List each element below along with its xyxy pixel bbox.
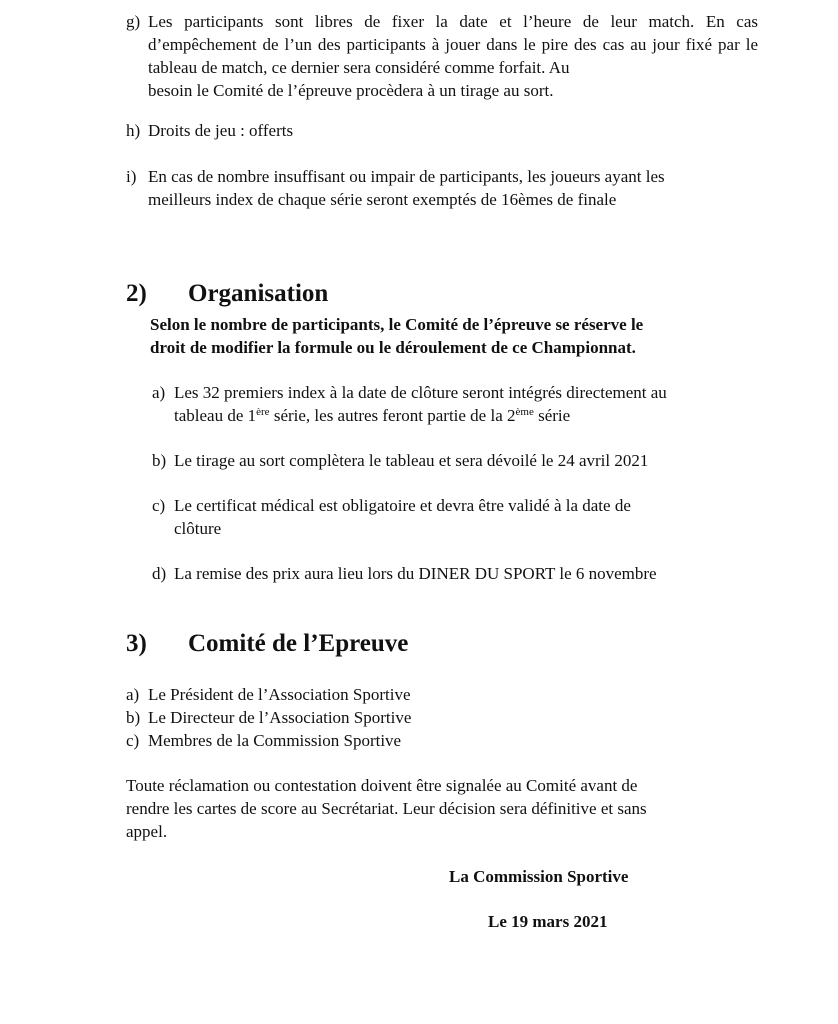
rule-g bbox=[126, 10, 758, 102]
org-item-a-line2 bbox=[174, 404, 758, 427]
committee-item-c bbox=[126, 729, 758, 752]
section-3-number: 3) bbox=[126, 630, 147, 657]
closing-line3: appel. bbox=[126, 822, 168, 841]
rule-h-text: Droits de jeu : offerts bbox=[148, 121, 294, 140]
org-item-b-label: b) bbox=[152, 451, 167, 470]
org-item-a-line2-part3: série bbox=[533, 406, 571, 425]
section-2-title: Organisation bbox=[188, 280, 329, 307]
signature-name: La Commission Sportive bbox=[449, 867, 629, 886]
rule-g-text: Les participants sont libres de fixer la date et l’heure de leur match. En cas d’empêchement de l’un des participants à jouer dans le pire des cas au jour fixé par le tableau de match, ce dernier sera considéré comme forfait. Au bbox=[148, 12, 758, 77]
org-item-b bbox=[152, 449, 758, 472]
rule-h bbox=[126, 119, 758, 142]
org-item-a-label: a) bbox=[152, 383, 166, 402]
superscript-ere: ère bbox=[256, 406, 270, 418]
org-item-b-text: Le tirage au sort complètera le tableau et sera dévoilé le 24 avril 2021 bbox=[174, 451, 649, 470]
closing-line2: rendre les cartes de score au Secrétariat. Leur décision sera définitive et sans bbox=[126, 799, 647, 818]
committee-item-b bbox=[126, 706, 758, 729]
committee-item-c-text: Membres de la Commission Sportive bbox=[148, 731, 402, 750]
org-item-d-text: La remise des prix aura lieu lors du DINER DU SPORT le 6 novembre bbox=[174, 564, 657, 583]
section-2-note-line1: Selon le nombre de participants, le Comité de l’épreuve se réserve le bbox=[150, 315, 644, 334]
section-2-note bbox=[150, 313, 730, 359]
org-item-a bbox=[152, 381, 758, 427]
committee-item-c-label: c) bbox=[126, 731, 140, 750]
org-item-d-label: d) bbox=[152, 564, 167, 583]
org-item-c bbox=[152, 494, 758, 540]
committee-item-b-label: b) bbox=[126, 708, 141, 727]
superscript-eme: ème bbox=[515, 406, 534, 418]
closing-paragraph bbox=[126, 774, 766, 843]
section-2-number: 2) bbox=[126, 280, 147, 307]
committee-list bbox=[126, 683, 758, 752]
rule-i-text: En cas de nombre insuffisant ou impair de participants, les joueurs ayant les bbox=[148, 167, 665, 186]
org-item-c-line1: Le certificat médical est obligatoire et devra être validé à la date de bbox=[174, 496, 631, 515]
rule-h-label: h) bbox=[126, 121, 141, 140]
rule-i-label: i) bbox=[126, 167, 137, 186]
rule-g-label: g) bbox=[126, 12, 141, 31]
committee-item-a-label: a) bbox=[126, 685, 140, 704]
org-item-c-label: c) bbox=[152, 496, 166, 515]
signature-date: Le 19 mars 2021 bbox=[488, 912, 608, 931]
closing-line1: Toute réclamation ou contestation doivent être signalée au Comité avant de bbox=[126, 776, 638, 795]
rule-i-text-last: meilleurs index de chaque série seront exemptés de 16èmes de finale bbox=[148, 190, 617, 209]
org-item-a-line2-part1: tableau de 1 bbox=[174, 406, 257, 425]
section-2-note-line2: droit de modifier la formule ou le déroulement de ce Championnat. bbox=[150, 338, 636, 357]
rule-g-text-last: besoin le Comité de l’épreuve procèdera à un tirage au sort. bbox=[148, 81, 554, 100]
committee-item-a-text: Le Président de l’Association Sportive bbox=[148, 685, 411, 704]
rule-i bbox=[126, 165, 758, 211]
org-item-c-line2: clôture bbox=[174, 519, 222, 538]
org-item-d bbox=[152, 562, 758, 585]
committee-item-b-text: Le Directeur de l’Association Sportive bbox=[148, 708, 412, 727]
section-3-title: Comité de l’Epreuve bbox=[188, 630, 409, 657]
committee-item-a bbox=[126, 683, 758, 706]
org-item-a-line2-part2: série, les autres feront partie de la 2 bbox=[269, 406, 516, 425]
org-item-a-line1: Les 32 premiers index à la date de clôture seront intégrés directement au bbox=[174, 383, 667, 402]
